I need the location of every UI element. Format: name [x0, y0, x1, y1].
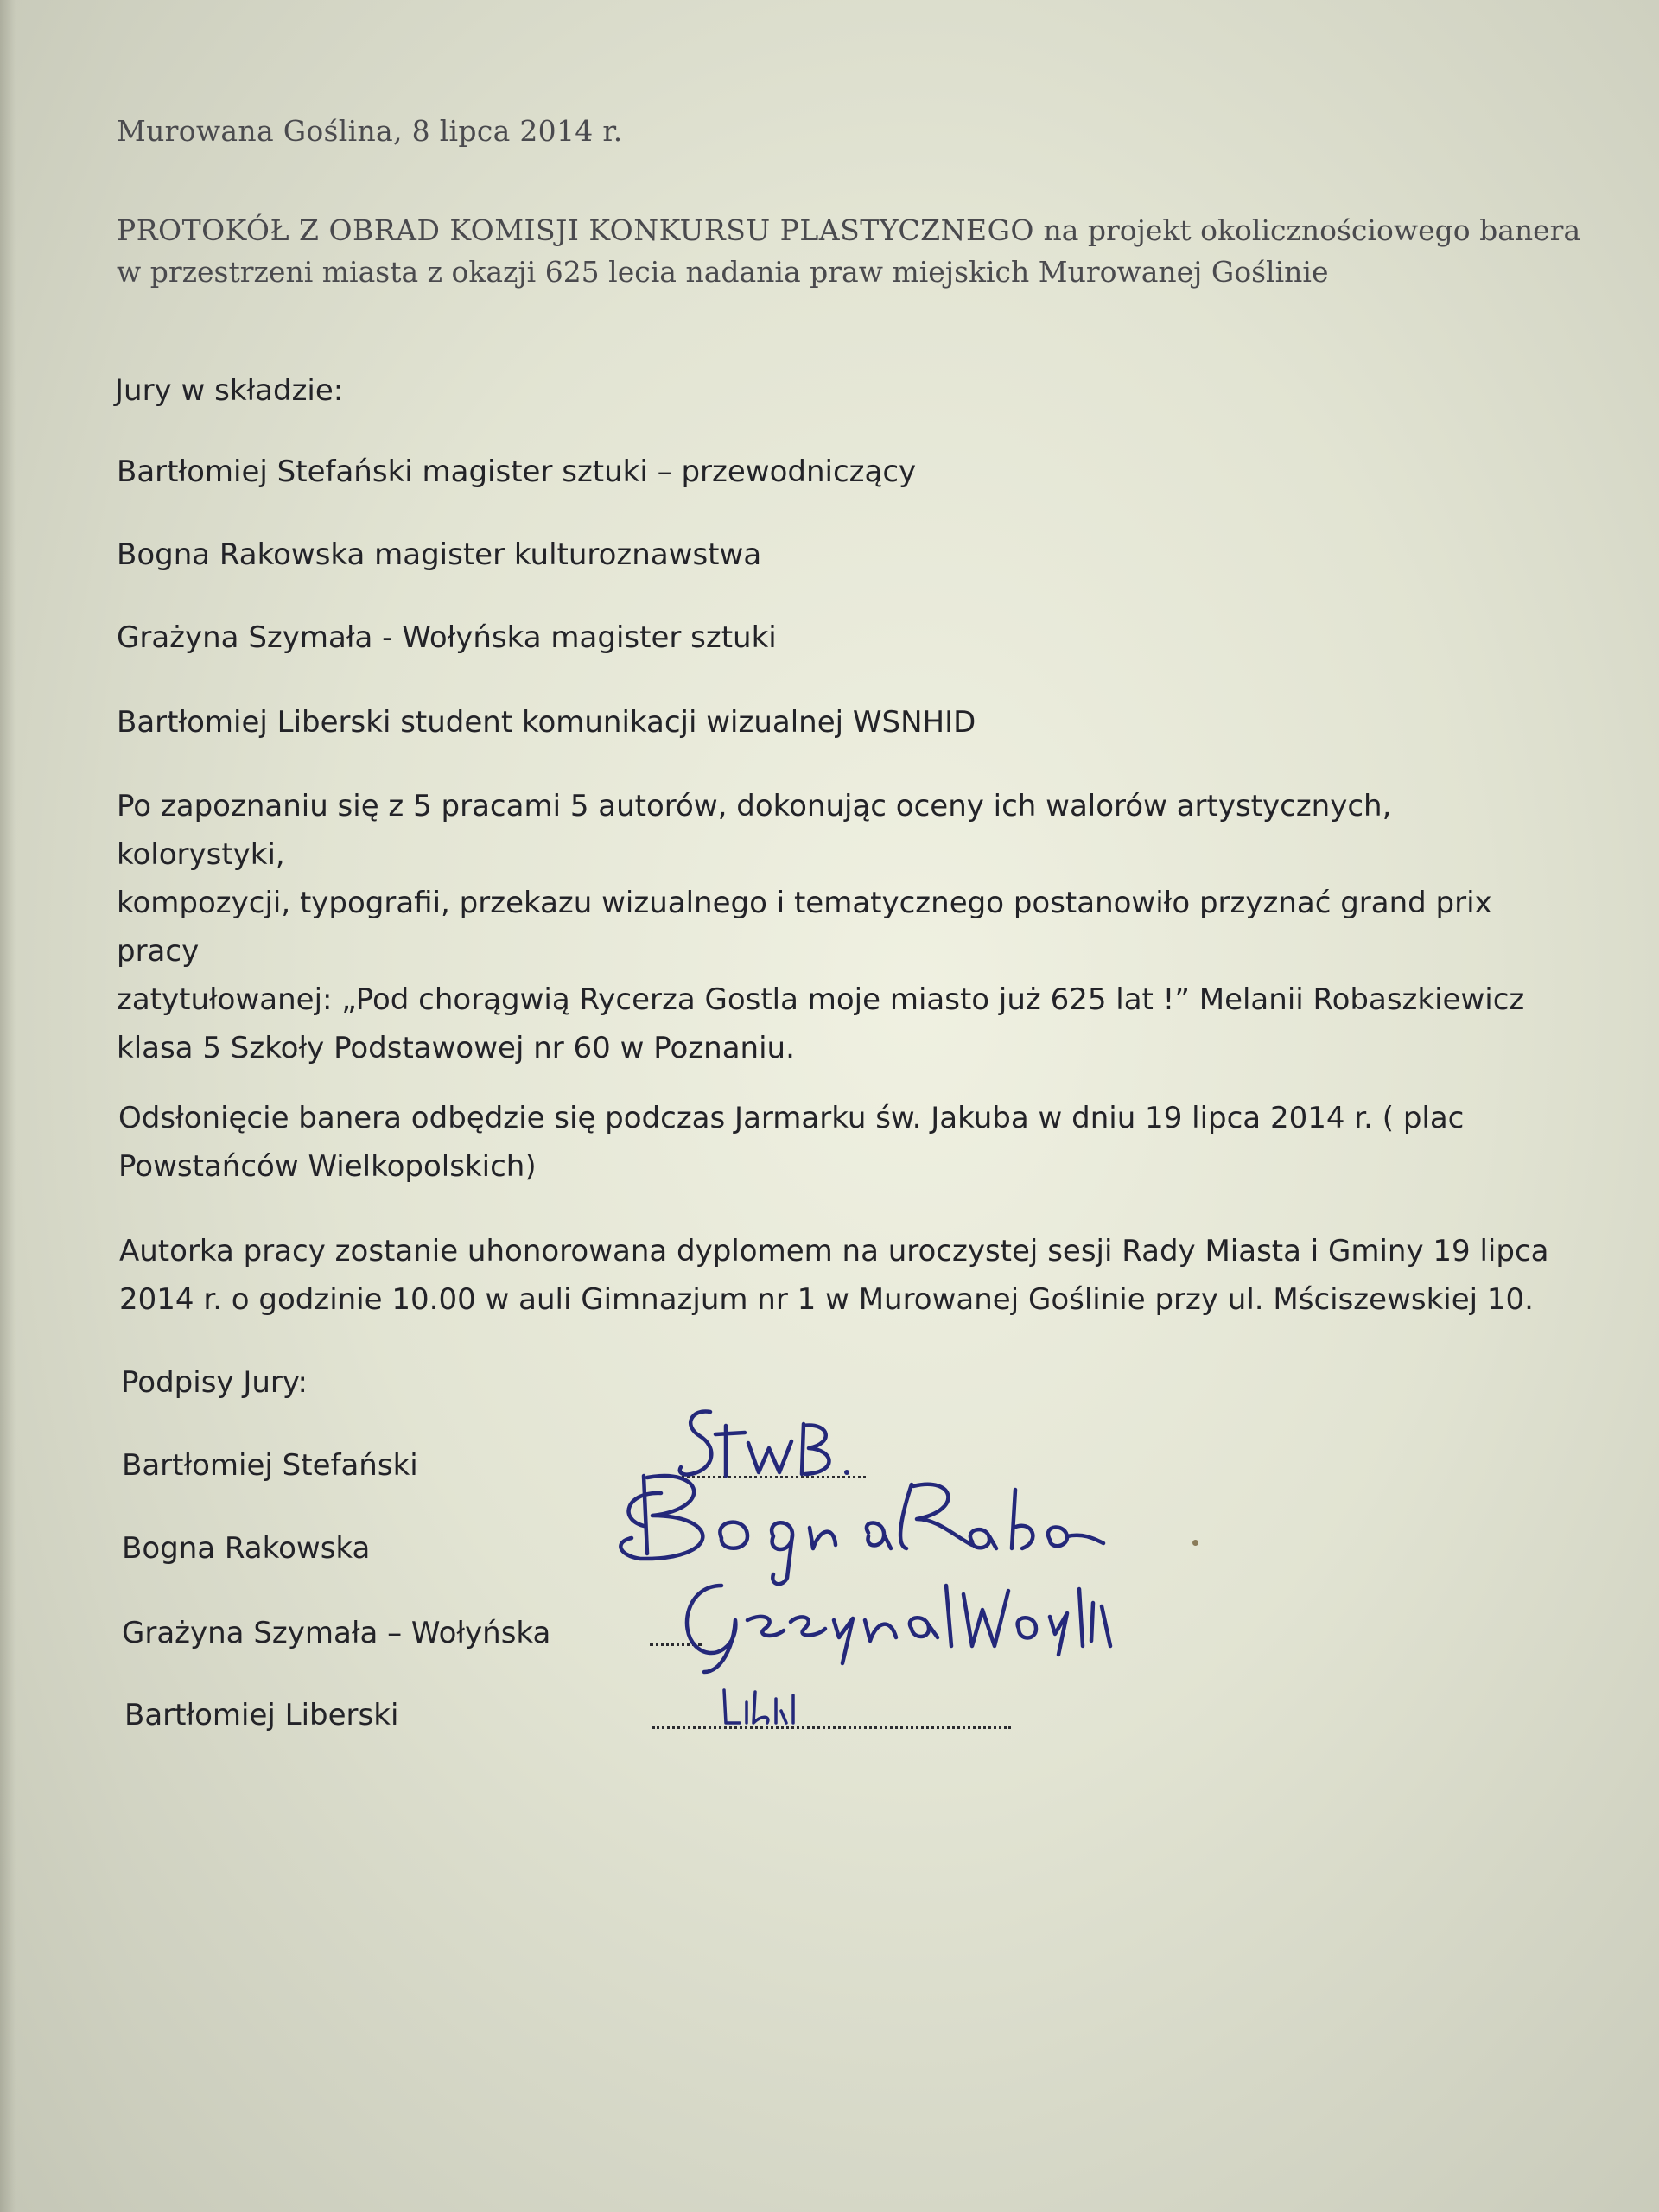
- award-paragraph: [119, 1227, 1554, 1324]
- unveiling-line: Odsłonięcie banera odbędzie się podczas Jarmarku św. Jakuba w dniu 19 lipca 2014 r. ( plac: [118, 1101, 1465, 1135]
- decision-paragraph: [117, 782, 1551, 1072]
- decision-line: Po zapoznaniu się z 5 pracami 5 autorów, dokonując oceny ich walorów artystycznych, kolorystyki,: [117, 789, 1392, 872]
- signature-rakowska: [609, 1459, 1162, 1580]
- decision-line: zatytułowanej: „Pod chorągwią Rycerza Gostla moje miasto już 625 lat !” Melanii Robaszkiewicz: [117, 982, 1525, 1017]
- jury-heading: Jury w składzie:: [115, 373, 344, 408]
- signatures-heading: Podpisy Jury:: [121, 1365, 308, 1400]
- title-rest: na projekt okolicznościowego banera: [1033, 213, 1581, 247]
- award-line: Autorka pracy zostanie uhonorowana dyplomem na uroczystej sesji Rady Miasta i Gminy 19 lipca: [119, 1234, 1549, 1268]
- place-and-date: Murowana Goślina, 8 lipca 2014 r.: [117, 114, 623, 148]
- signatory-name: Bartłomiej Stefański: [122, 1448, 418, 1483]
- signature-liberski: [717, 1685, 812, 1737]
- title-line-2: w przestrzeni miasta z okazji 625 lecia nadania praw miejskich Murowanej Goślinie: [117, 255, 1329, 289]
- title-caps: PROTOKÓŁ Z OBRAD KOMISJI KONKURSU PLASTYCZNEGO: [117, 213, 1034, 247]
- paper-speck: [1192, 1540, 1198, 1546]
- unveiling-paragraph: [118, 1094, 1553, 1191]
- signatory-name: Bogna Rakowska: [122, 1531, 371, 1566]
- jury-member: Grażyna Szymała - Wołyńska magister sztuki: [117, 620, 777, 655]
- signatory-name: Grażyna Szymała – Wołyńska: [122, 1616, 551, 1650]
- document-title: [117, 210, 1586, 293]
- jury-member: Bartłomiej Liberski student komunikacji wizualnej WSNHID: [117, 705, 976, 740]
- unveiling-line: Powstańców Wielkopolskich): [118, 1149, 537, 1184]
- decision-line: kompozycji, typografii, przekazu wizualnego i tematycznego postanowiło przyznać grand prix pracy: [117, 886, 1492, 969]
- decision-line: klasa 5 Szkoły Podstawowej nr 60 w Poznaniu.: [117, 1031, 795, 1065]
- signature-szymala-wolynska: [670, 1568, 1154, 1681]
- signature-line: [652, 1725, 1011, 1729]
- jury-member: Bogna Rakowska magister kulturoznawstwa: [117, 537, 762, 572]
- jury-member: Bartłomiej Stefański magister sztuki – przewodniczący: [117, 454, 917, 489]
- signatory-name: Bartłomiej Liberski: [124, 1698, 399, 1732]
- award-line: 2014 r. o godzinie 10.00 w auli Gimnazjum nr 1 w Murowanej Goślinie przy ul. Mściszewskiej 10.: [119, 1282, 1534, 1317]
